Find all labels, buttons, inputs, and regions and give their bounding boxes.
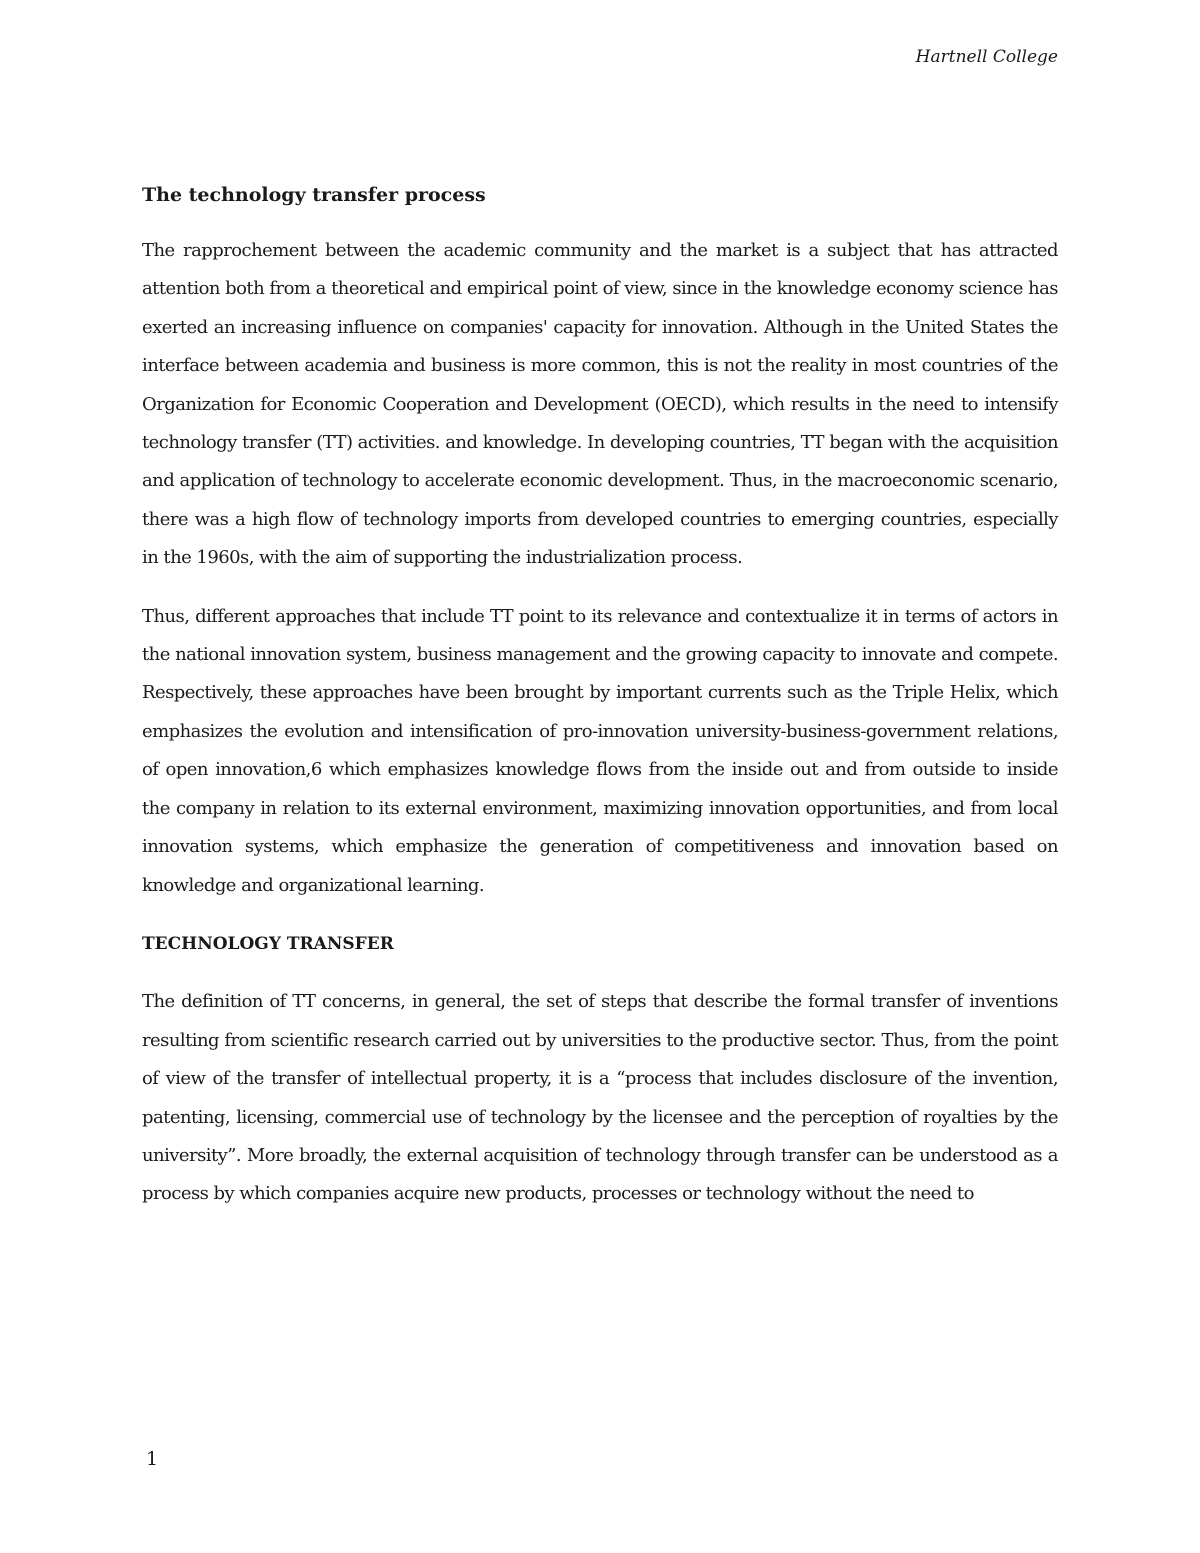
document-body — [142, 180, 1058, 1234]
section-title: The technology transfer process — [142, 184, 486, 206]
subsection-heading: TECHNOLOGY TRANSFER — [142, 933, 394, 954]
page-number: 1 — [146, 1448, 159, 1470]
body-paragraph: The definition of TT concerns, in general, the set of steps that describe the formal transfer of inventions resulting from scientific research carried out by universities to the productive sector. Thus, from the point of view of the transfer of intellectual property, it is a “process that includes disclosure of the invention, patenting, licensing, commercial use of technology by the licensee and the perception of royalties by the university”. More broadly, the external acquisition of technology through transfer can be understood as a process by which companies acquire new products, processes or technology without the need to — [142, 991, 1058, 1205]
body-paragraph: The rapprochement between the academic community and the market is a subject that has attracted attention both from a theoretical and empirical point of view, since in the knowledge economy science has exerted an increasing influence on companies' capacity for innovation. Although in the United States the interface between academia and business is more common, this is not the reality in most countries of the Organization for Economic Cooperation and Development (OECD), which results in the need to intensify technology transfer (TT) activities. and knowledge. In developing countries, TT began with the acquisition and application of technology to accelerate economic development. Thus, in the macroeconomic scenario, there was a high flow of technology imports from developed countries to emerging countries, especially in the 1960s, with the aim of supporting the industrialization process. — [142, 240, 1058, 569]
body-paragraph: Thus, different approaches that include TT point to its relevance and contextualize it in terms of actors in the national innovation system, business management and the growing capacity to innovate and compete. Respectively, these approaches have been brought by important currents such as the Triple Helix, which emphasizes the evolution and intensification of pro-innovation university-business-government relations, of open innovation,6 which emphasizes knowledge flows from the inside out and from outside to inside the company in relation to its external environment, maximizing innovation opportunities, and from local innovation systems, which emphasize the generation of competitiveness and innovation based on knowledge and organizational learning. — [142, 605, 1058, 896]
running-header: Hartnell College — [915, 47, 1058, 67]
